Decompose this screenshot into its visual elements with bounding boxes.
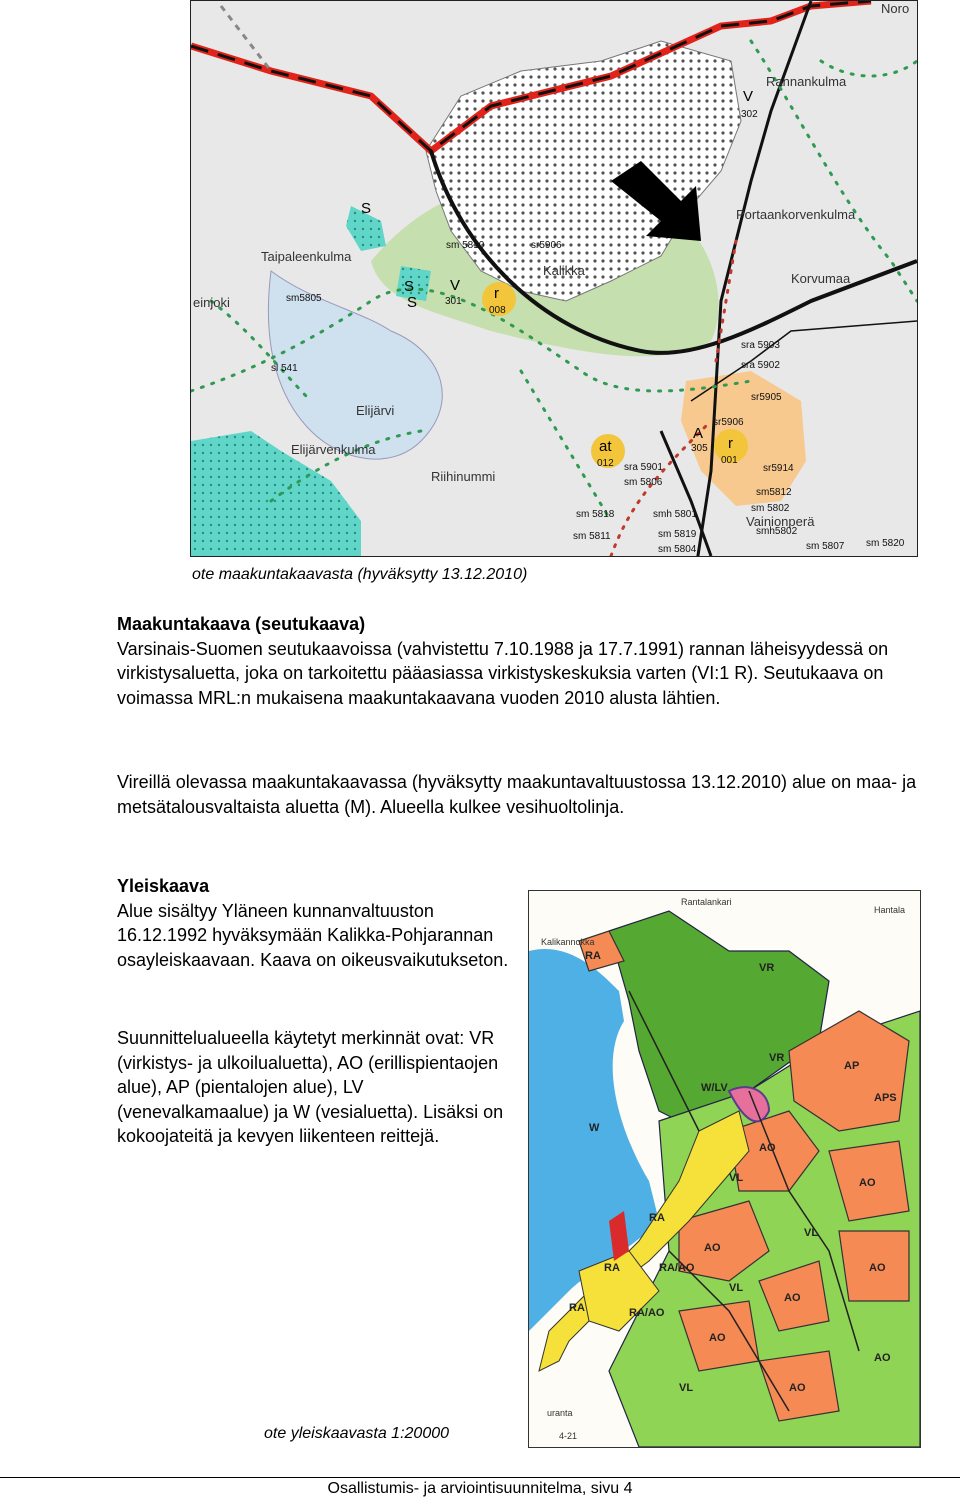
- symbol-r001-code: 001: [721, 455, 738, 466]
- code-sm5810: sm 5810: [446, 240, 485, 251]
- code-sra5903: sra 5903: [741, 340, 780, 351]
- code-sm5812: sm5812: [756, 487, 792, 498]
- label-rannankulma: Rannankulma: [766, 74, 847, 89]
- map2-label-wlv: W/LV: [701, 1082, 728, 1094]
- symbol-a305-code: 305: [691, 443, 708, 454]
- map2-label-ra3: RA: [604, 1262, 620, 1274]
- label-noro: Noro: [881, 1, 910, 16]
- code-sm5820: sm 5820: [866, 538, 905, 549]
- code-smh5801: smh 5801: [653, 509, 697, 520]
- label-taipaleenkulma: Taipaleenkulma: [261, 249, 352, 264]
- symbol-r001-letter: r: [728, 435, 733, 452]
- map2-label-ao8: AO: [874, 1352, 891, 1364]
- map2-label-ao4: AO: [784, 1292, 801, 1304]
- symbol-a305-letter: A: [693, 425, 704, 442]
- label-elijarvi: Elijärvi: [356, 403, 395, 418]
- code-sl541: sl 541: [271, 363, 298, 374]
- map2-label-vl1: VL: [729, 1172, 744, 1184]
- section-regional-plan: [117, 612, 952, 710]
- map2-label-ra2: RA: [649, 1212, 665, 1224]
- map2-label-vr2: VR: [769, 1052, 785, 1064]
- map2-label-hantala: Hantala: [874, 905, 906, 915]
- section-regional-plan-heading: Maakuntakaava (seutukaava): [117, 614, 366, 634]
- code-sr5914: sr5914: [763, 463, 794, 474]
- symbol-at012-code: 012: [597, 458, 614, 469]
- section-master-plan-heading: Yleiskaava: [117, 876, 210, 896]
- map2-label-rantalankari: Rantalankari: [681, 897, 732, 907]
- map2-label-ao2: AO: [859, 1177, 876, 1189]
- code-sm5802: sm 5802: [751, 503, 790, 514]
- code-smh5802: smh5802: [756, 526, 798, 537]
- code-sm5819: sm 5819: [658, 529, 697, 540]
- map2-label-ra1: RA: [585, 950, 601, 962]
- code-sr5901: sra 5901: [624, 462, 663, 473]
- master-plan-map-caption: ote yleiskaavasta 1:20000: [264, 1425, 450, 1442]
- section-plan-markings-body: Suunnittelualueella käytetyt merkinnät ovat: VR (virkistys- ja ulkoilualuetta), AO (erillispientaojen alue), AP (pientalojen alue), LV (venevalkamaalue) ja W (vesialuetta). Lisäksi on kokoojateitä ja kevyen liikenteen reittejä.: [117, 1028, 504, 1146]
- code-sm5807: sm 5807: [806, 541, 845, 552]
- label-korvumaa: Korvumaa: [791, 271, 851, 286]
- map2-label-ra5: RA/AO: [659, 1262, 695, 1274]
- regional-plan-map: [190, 0, 918, 557]
- regional-plan-map-graphic: [191, 1, 917, 556]
- map2-label-vl2: VL: [804, 1227, 819, 1239]
- section-plan-markings: [117, 1026, 509, 1149]
- section-master-plan-body: Alue sisältyy Yläneen kunnanvaltuuston 16.12.1992 hyväksymään Kalikka-Pohjarannan osayleiskaavaan. Kaava on oikeusvaikutukseton.: [117, 900, 509, 970]
- map2-label-kalikannokka: Kalikannokka: [541, 937, 595, 947]
- code-sm5818: sm 5818: [576, 509, 615, 520]
- page-footer: Osallistumis- ja arviointisuunnitelma, sivu 4: [327, 1480, 633, 1497]
- symbol-v302-letter: V: [743, 88, 754, 105]
- label-kalikka: Kalikka: [543, 263, 585, 278]
- symbol-s-mid1: S: [404, 278, 415, 295]
- label-leinjoki: einjoki: [193, 295, 230, 310]
- map2-label-vl4: VL: [679, 1382, 694, 1394]
- master-plan-map-graphic: [529, 891, 920, 1447]
- code-sm5806: sm 5806: [624, 477, 663, 488]
- section-pending-plan: [117, 770, 952, 819]
- symbol-s-mid2: S: [407, 294, 418, 311]
- symbol-at012-letter: at: [599, 438, 612, 455]
- section-regional-plan-body: Varsinais-Suomen seutukaavoissa (vahvistettu 7.10.1988 ja 17.7.1991) rannan läheisyydessä on virkistysaluetta, joka on tarkoitettu pääasiassa virkistyskeskuksia varten (VI:1 R). Seutukaava on voimassa MRL:n mukaisena maakuntakaavana vuoden 2010 alusta lähtien.: [117, 638, 889, 708]
- code-sr5906-top: sr5906: [531, 240, 562, 251]
- label-vainionpera: Vainionperä: [746, 514, 815, 529]
- symbol-r008-code: 008: [489, 305, 506, 316]
- label-portaankorvenkulma: Portaankorvenkulma: [736, 207, 856, 222]
- map2-label-vr1: VR: [759, 962, 775, 974]
- map2-label-w: W: [589, 1122, 600, 1134]
- footer-divider: [0, 1477, 960, 1478]
- code-sm5804: sm 5804: [658, 544, 697, 555]
- map2-label-ap2: APS: [874, 1092, 897, 1104]
- code-sr5905: sr5905: [751, 392, 782, 403]
- symbol-s-top: S: [361, 200, 372, 217]
- code-sm5811: sm 5811: [573, 531, 611, 542]
- map2-label-ao1: AO: [759, 1142, 776, 1154]
- master-plan-map: [528, 890, 921, 1448]
- code-sm5805: sm5805: [286, 293, 322, 304]
- map2-label-ra4: RA: [569, 1302, 585, 1314]
- map2-label-uranta: uranta: [547, 1408, 573, 1418]
- map2-label-vl3: VL: [729, 1282, 744, 1294]
- map2-label-4-21: 4-21: [559, 1431, 578, 1441]
- label-elijarvenkulma: Elijärvenkulma: [291, 442, 376, 457]
- regional-plan-map-caption: ote maakuntakaavasta (hyväksytty 13.12.2010): [192, 566, 528, 583]
- map2-label-ao5: AO: [869, 1262, 886, 1274]
- code-sra5902: sra 5902: [741, 360, 780, 371]
- map2-label-ao7: AO: [789, 1382, 806, 1394]
- map2-label-ao3: AO: [704, 1242, 721, 1254]
- map2-label-ap1: AP: [844, 1060, 860, 1072]
- symbol-v301-code: 301: [445, 296, 462, 307]
- label-riihinummi: Riihinummi: [431, 469, 496, 484]
- section-master-plan: [117, 874, 509, 972]
- map2-label-ao6: AO: [709, 1332, 726, 1344]
- code-sr5906: sr5906: [713, 417, 744, 428]
- section-pending-plan-body: Vireillä olevassa maakuntakaavassa (hyväksytty maakuntavaltuustossa 13.12.2010) alue on maa- ja metsätalousvaltaista aluetta (M). Alueella kulkee vesihuoltolinja.: [117, 772, 917, 817]
- map2-label-ra6: RA/AO: [629, 1307, 665, 1319]
- symbol-v302-code: 302: [741, 109, 758, 120]
- symbol-r008-letter: r: [494, 285, 499, 302]
- symbol-v301-letter: V: [450, 277, 461, 294]
